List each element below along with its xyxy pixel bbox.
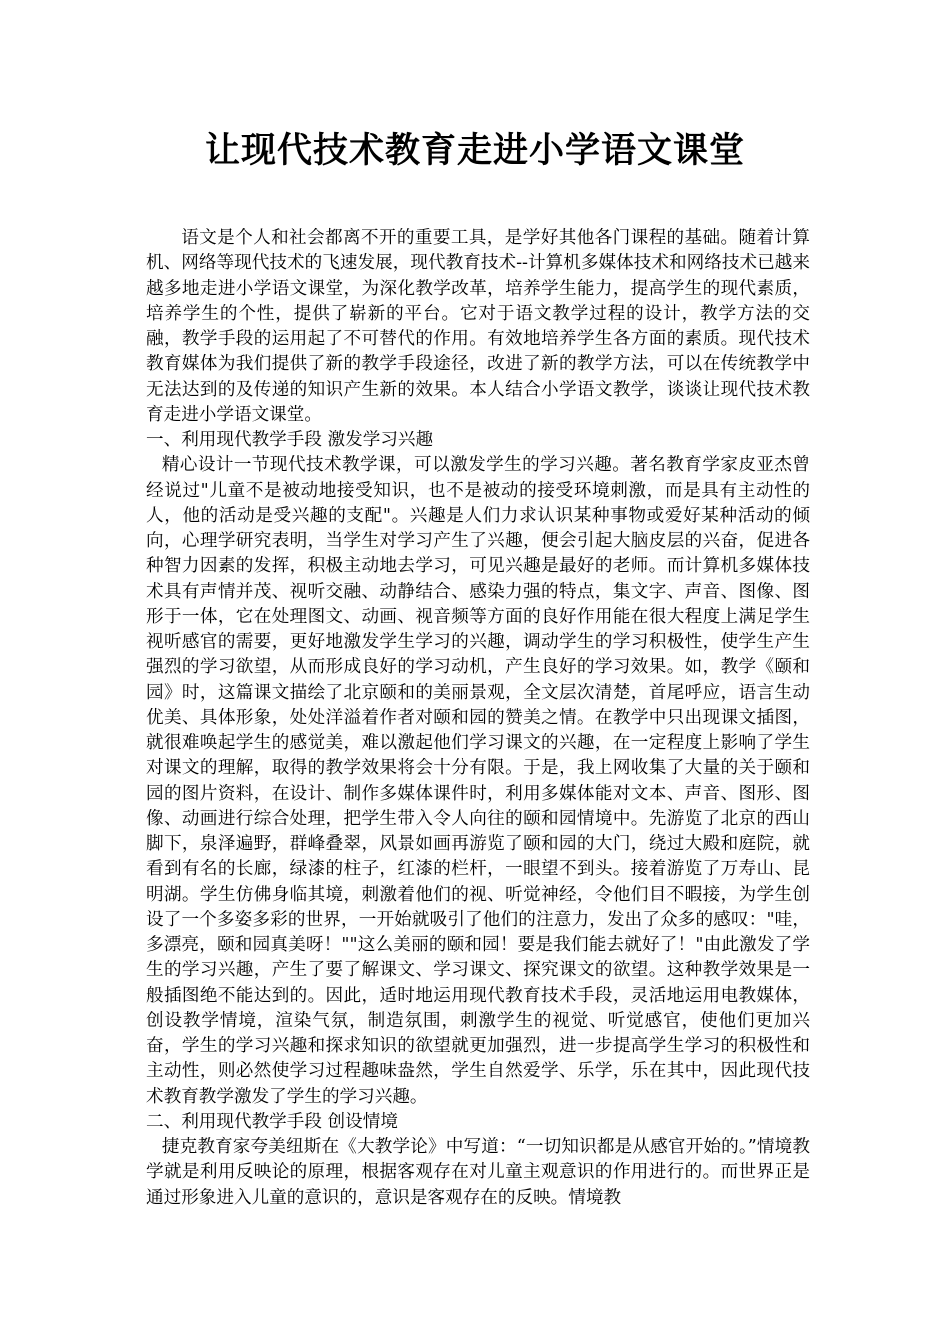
section-1-paragraph: 精心设计一节现代技术教学课，可以激发学生的学习兴趣。著名教育学家皮亚杰曾经说过"儿童不是被动地接受知识，也不是被动的接受环境刺激，而是具有主动性的人，他的活动是受兴趣的支配"。兴趣是人们力求认识某种事物或爱好某种活动的倾向，心理学研究表明，当学生对学习产生了兴趣，便会引起大脑皮层的兴奋，促进各种智力因素的发挥，积极主动地去学习，可见兴趣是最好的老师。而计算机多媒体技术具有声情并茂、视听交融、动静结合、感染力强的特点，集文字、声音、图像、图形于一体，它在处理图文、动画、视音频等方面的良好作用能在很大程度上满足学生视听感官的需要，更好地激发学生学习的兴趣，调动学生的学习积极性，使学生产生强烈的学习欲望，从而形成良好的学习动机，产生良好的学习效果。如，教学《颐和园》时，这篇课文描绘了北京颐和的美丽景观，全文层次清楚，首尾呼应，语言生动优美、具体形象，处处洋溢着作者对颐和园的赞美之情。在教学中只出现课文插图，就很难唤起学生的感觉美，难以激起他们学习课文的兴趣，在一定程度上影响了学生对课文的理解，取得的教学效果将会十分有限。于是，我上网收集了大量的关于颐和园的图片资料，在设计、制作多媒体课件时，利用多媒体能对文本、声音、图形、图像、动画进行综合处理，把学生带入令人向往的颐和园情境中。先游览了北京的西山脚下，泉泽遍野，群峰叠翠，风景如画再游览了颐和园的大门，绕过大殿和庭院，就看到有名的长廊，绿漆的柱子，红漆的栏杆，一眼望不到头。接着游览了万寿山、昆明湖。学生仿佛身临其境，刺激着他们的视、听觉神经，令他们目不暇接，为学生创设了一个多姿多彩的世界，一开始就吸引了他们的注意力，发出了众多的感叹："哇，多漂亮，颐和园真美呀！""这么美丽的颐和园！要是我们能去就好了！"由此激发了学生的学习兴趣，产生了要了解课文、学习课文、探究课文的欲望。这种教学效果是一般插图绝不能达到的。因此，适时地运用现代教育技术手段，灵活地运用电教媒体，创设教学情境，渲染气氛，制造氛围，刺激学生的视觉、听觉感官，使他们更加兴奋，学生的学习兴趣和探求知识的欲望就更加强烈，进一步提高学生学习的积极性和主动性，则必然使学习过程趣味盎然，学生自然爱学、乐学，乐在其中，因此现代技术教育教学激发了学生的学习兴趣。 (146, 455, 810, 1107)
document-title: 让现代技术教育走进小学语文课堂 (204, 130, 745, 171)
section-heading-2: 二、利用现代教学手段 创设情境 (146, 1111, 398, 1132)
intro-paragraph: 语文是个人和社会都离不开的重要工具，是学好其他各门课程的基础。随着计算机、网络等现代技术的飞速发展，现代教育技术--计算机多媒体技术和网络技术已越来越多地走进小学语文课堂，为深化教学改革，培养学生能力，提高学生的现代素质，培养学生的个性，提供了崭新的平台。它对于语文教学过程的设计，教学方法的交融，教学手段的运用起了不可替代的作用。有效地培养学生各方面的素质。现代技术教育媒体为我们提供了新的教学手段途径，改进了新的教学方法，可以在传统教学中无法达到的及传递的知识产生新的效果。本人结合小学语文教学，谈谈让现代技术教育走进小学语文课堂。 (146, 228, 810, 425)
section-heading-1: 一、利用现代教学手段 激发学习兴趣 (146, 430, 434, 450)
document-body (146, 226, 810, 1211)
section-2-paragraph: 捷克教育家夸美纽斯在《大教学论》中写道：“一切知识都是从感官开始的。”情境教学就是利用反映论的原理，根据客观存在对儿童主观意识的作用进行的。而世界正是通过形象进入儿童的意识的，意识是客观存在的反映。情境教 (146, 1137, 810, 1208)
